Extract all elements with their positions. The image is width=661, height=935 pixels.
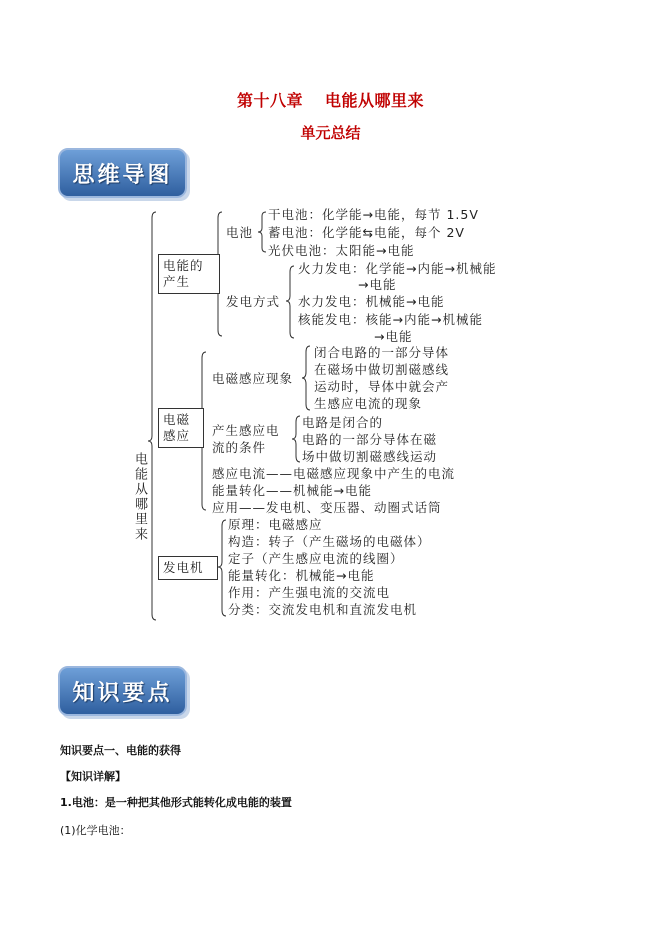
induction-application: 应用——发电机、变压器、动圈式话筒 — [212, 500, 442, 515]
condition-line-1: 电路是闭合的 — [302, 415, 384, 430]
mindmap-root: 电能从哪里来 — [132, 452, 147, 542]
knowledge-detail-tag: 【知识详解】 — [60, 770, 126, 783]
branch1-label-line1: 电能的 — [163, 258, 204, 273]
generator-structure-rotor: 构造：转子（产生磁场的电磁体） — [228, 534, 431, 549]
chemical-battery-heading: (1)化学电池： — [60, 824, 131, 837]
chapter-title: 电能从哪里来 — [325, 91, 425, 110]
knowledge-point-1: 知识要点一、电能的获得 — [60, 744, 181, 757]
mindmap-section-badge: 思维导图 — [58, 148, 187, 198]
battery-item-dry: 干电池：化学能→电能，每节 1.5V — [268, 207, 479, 222]
branch-generator: 发电机 — [158, 556, 218, 580]
phenomenon-line-1: 闭合电路的一部分导体 — [314, 345, 450, 360]
generator-structure-stator: 定子（产生感应电流的线圈） — [228, 551, 404, 566]
phenomenon-line-2: 在磁场中做切割磁感线 — [314, 362, 450, 377]
branch-electricity-generation — [158, 254, 220, 294]
induction-energy: 能量转化——机械能→电能 — [212, 483, 372, 498]
generation-item-nuclear: 核能发电：核能→内能→机械能 — [298, 312, 483, 327]
branch2-label-line1: 电磁 — [163, 412, 191, 427]
battery-definition: 1.电池：是一种把其他形式能转化成电能的装置 — [60, 796, 292, 809]
phenomenon-line-4: 生感应电流的现象 — [314, 396, 423, 411]
branch-electromagnetic-induction — [158, 408, 204, 448]
generation-item-thermal-cont: →电能 — [358, 277, 397, 292]
knowledge-section-badge: 知识要点 — [58, 666, 187, 716]
generator-principle: 原理：电磁感应 — [228, 517, 323, 532]
unit-title: 单元总结 — [300, 124, 361, 142]
phenomenon-label: 电磁感应现象 — [212, 371, 294, 386]
condition-line-2: 电路的一部分导体在磁 — [302, 432, 438, 447]
chapter-heading — [0, 88, 661, 111]
induction-current: 感应电流——电磁感应现象中产生的电流 — [212, 466, 456, 481]
generator-energy: 能量转化：机械能→电能 — [228, 568, 375, 583]
condition-label-line1: 产生感应电 — [212, 423, 280, 438]
chapter-number: 第十八章 — [236, 91, 303, 110]
generation-item-nuclear-cont: →电能 — [374, 329, 413, 344]
generator-types: 分类：交流发电机和直流发电机 — [228, 602, 418, 617]
battery-item-storage: 蓄电池：化学能⇆电能，每个 2V — [268, 225, 465, 240]
generation-item-hydro: 水力发电：机械能→电能 — [298, 294, 445, 309]
battery-item-solar: 光伏电池：太阳能→电能 — [268, 243, 415, 258]
generation-item-thermal: 火力发电：化学能→内能→机械能 — [298, 261, 497, 276]
battery-label: 电池 — [226, 225, 254, 240]
branch2-label-line2: 感应 — [163, 428, 191, 443]
generator-function: 作用：产生强电流的交流电 — [228, 585, 391, 600]
phenomenon-line-3: 运动时，导体中就会产 — [314, 379, 450, 394]
generation-label: 发电方式 — [226, 294, 281, 309]
condition-line-3: 场中做切割磁感线运动 — [302, 449, 438, 464]
branch1-label-line2: 产生 — [163, 274, 191, 289]
condition-label-line2: 流的条件 — [212, 440, 267, 455]
